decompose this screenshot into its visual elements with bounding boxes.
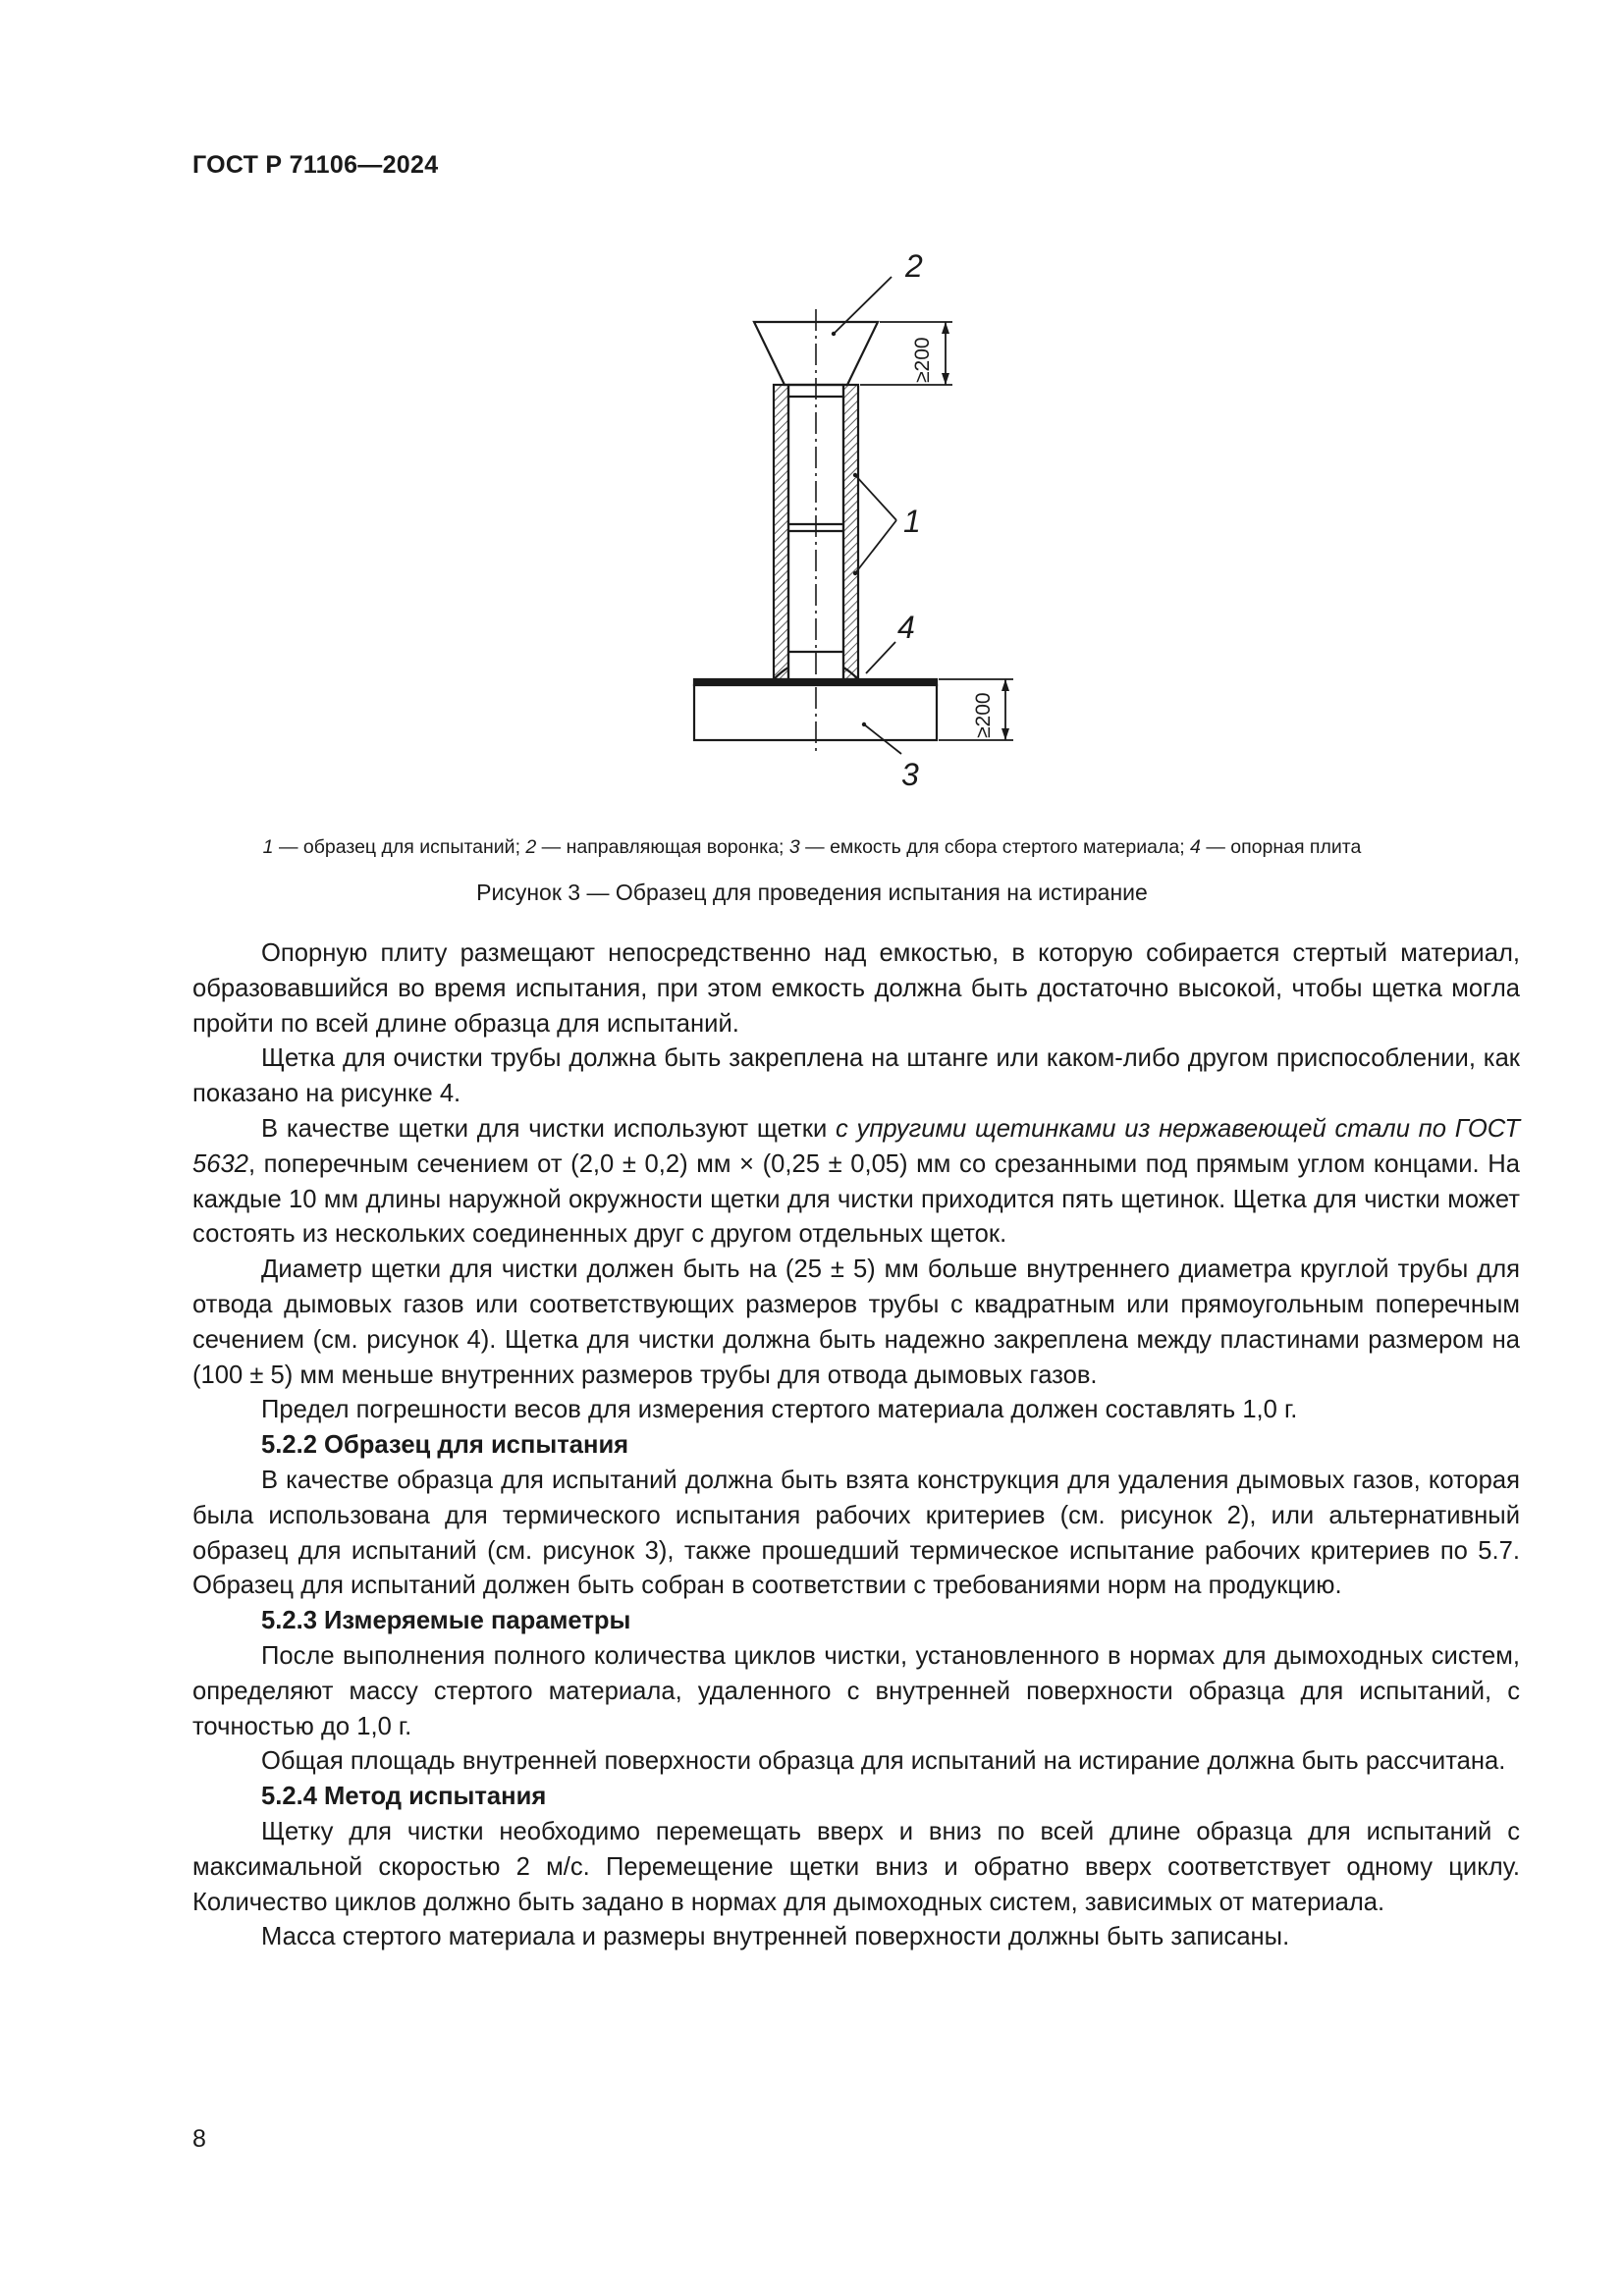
body-text	[192, 936, 1520, 1955]
section-heading-5-2-2: 5.2.2 Образец для испытания	[261, 1431, 629, 1460]
figure-label-3: 3	[901, 757, 919, 792]
section-heading-5-2-4: 5.2.4 Метод испытания	[261, 1783, 547, 1811]
page-number: 8	[192, 2125, 206, 2153]
figure-title: Рисунок 3 — Образец для проведения испытания на истирание	[476, 880, 1148, 905]
figure-legend: 1 — образец для испытаний; 2 — направляющая воронка; 3 — емкость для сбора стертого материала; 4 — опорная плита	[262, 836, 1362, 858]
paragraph: Масса стертого материала и размеры внутренней поверхности должны быть записаны.	[261, 1923, 1290, 1951]
document-header: ГОСТ Р 71106—2024	[192, 151, 439, 179]
paragraph: Опорную плиту размещают непосредственно над емкостью, в которую собирается стертый материал, образовавшийся во время испытания, при этом емкость должна быть достаточно высокой, чтобы щетка могла пройти по всей длине образца для испытаний.	[192, 939, 1520, 1038]
section-heading-5-2-3: 5.2.3 Измеряемые параметры	[261, 1607, 631, 1635]
figure-3-drawing	[0, 0, 1624, 805]
paragraph: Общая площадь внутренней поверхности образца для испытаний на истирание должна быть рассчитана.	[261, 1747, 1506, 1776]
figure-label-1: 1	[903, 504, 921, 539]
dimension-top: ≥200	[911, 337, 934, 383]
pipe-wall-right	[843, 385, 858, 679]
paragraph: В качестве щетки для чистки используют щетки с упругими щетинками из нержавеющей стали по ГОСТ 5632, поперечным сечением от (2,0 ± 0,2) мм × (0,25 ± 0,05) мм со срезанными под прямым углом концами. На каждые 10 мм длины наружной окружности щетки для чистки приходится пять щетинок. Щетка для чистки может состоять из нескольких соединенных друг с другом отдельных щеток.	[192, 1114, 1520, 1249]
paragraph: Щетку для чистки необходимо перемещать вверх и вниз по всей длине образца для испытаний с максимальной скоростью 2 м/с. Перемещение щетки вниз и обратно вверх соответствует одному циклу. Количество циклов должно быть задано в нормах для дымоходных систем, зависимых от материала.	[192, 1817, 1520, 1916]
paragraph: Щетка для очистки трубы должна быть закреплена на штанге или каком-либо другом приспособлении, как показано на рисунке 4.	[192, 1044, 1520, 1108]
figure-label-2: 2	[905, 248, 923, 284]
paragraph: Предел погрешности весов для измерения стертого материала должен составлять 1,0 г.	[261, 1396, 1298, 1424]
paragraph: Диаметр щетки для чистки должен быть на (25 ± 5) мм больше внутреннего диаметра круглой трубы для отвода дымовых газов или соответствующих размеров трубы с квадратным или прямоугольным поперечным сечением (см. рисунок 4). Щетка для чистки должна быть надежно закреплена между пластинами размером на (100 ± 5) мм меньше внутренних размеров трубы для отвода дымовых газов.	[192, 1255, 1520, 1389]
paragraph: После выполнения полного количества циклов чистки, установленного в нормах для дымоходных систем, определяют массу стертого материала, удаленного с внутренней поверхности образца для испытаний, с точностью до 1,0 г.	[192, 1641, 1520, 1740]
dimension-bottom: ≥200	[972, 692, 995, 738]
figure-label-4: 4	[897, 610, 915, 645]
paragraph: В качестве образца для испытаний должна быть взята конструкция для удаления дымовых газов, которая была использована для термического испытания рабочих критериев (см. рисунок 2), или альтернативный образец для испытаний (см. рисунок 3), также прошедший термическое испытание рабочих критериев по 5.7. Образец для испытаний должен быть собран в соответствии с требованиями норм на продукцию.	[192, 1466, 1520, 1600]
pipe-wall-left	[774, 385, 788, 679]
